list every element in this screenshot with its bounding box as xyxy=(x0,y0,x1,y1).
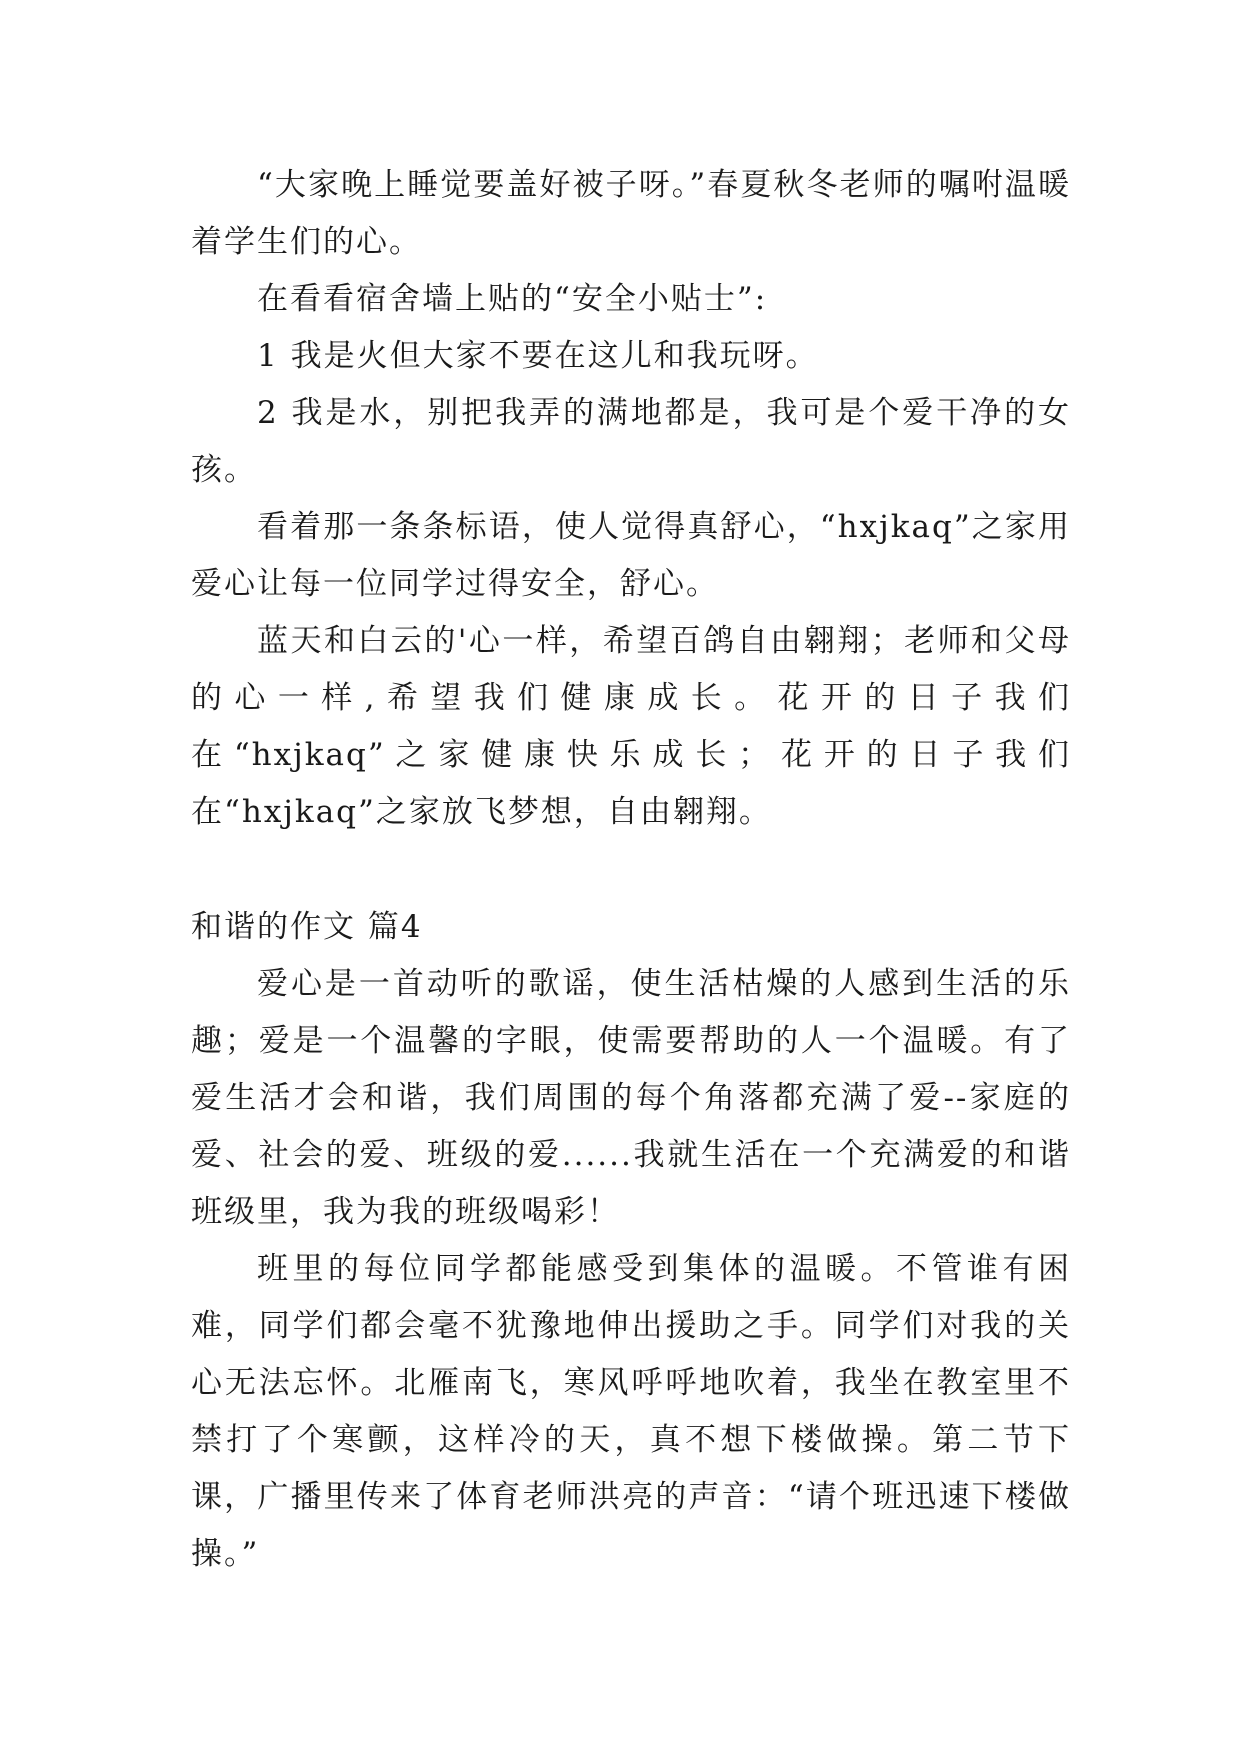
paragraph: “大家晚上睡觉要盖好被子呀。”春夏秋冬老师的嘱咐温暖着学生们的心。 xyxy=(191,167,1071,260)
paragraph: 在看看宿舍墙上贴的“安全小贴士”: xyxy=(257,281,768,317)
paragraph: 看着那一条条标语，使人觉得真舒心，“hxjkaq”之家用爱心让每一位同学过得安全，舒心。 xyxy=(191,509,1071,602)
section-spacer xyxy=(191,841,1071,899)
section-heading: 和谐的作文 篇4 xyxy=(191,909,423,945)
paragraph: 蓝天和白云的'心一样，希望百鸽自由翱翔；老师和父母的心一样,希望我们健康成长。花开的日子我们在“hxjkaq”之家健康快乐成长；花开的日子我们在“hxjkaq”之家放飞梦想，自由翱翔。 xyxy=(191,623,1071,830)
paragraph: 1 我是火但大家不要在这儿和我玩呀。 xyxy=(257,338,819,374)
document-body xyxy=(191,157,1071,1583)
paragraph: 2 我是水，别把我弄的满地都是，我可是个爱干净的女孩。 xyxy=(191,395,1071,488)
paragraph: 爱心是一首动听的歌谣，使生活枯燥的人感到生活的乐趣；爱是一个温馨的字眼，使需要帮助的人一个温暖。有了爱生活才会和谐，我们周围的每个角落都充满了爱--家庭的爱、社会的爱、班级的爱......我就生活在一个充满爱的和谐班级里，我为我的班级喝彩！ xyxy=(191,966,1071,1230)
paragraph: 班里的每位同学都能感受到集体的温暖。不管谁有困难，同学们都会毫不犹豫地伸出援助之手。同学们对我的关心无法忘怀。北雁南飞，寒风呼呼地吹着，我坐在教室里不禁打了个寒颤，这样冷的天，真不想下楼做操。第二节下课，广播里传来了体育老师洪亮的声音：“请个班迅速下楼做操。” xyxy=(191,1251,1071,1572)
